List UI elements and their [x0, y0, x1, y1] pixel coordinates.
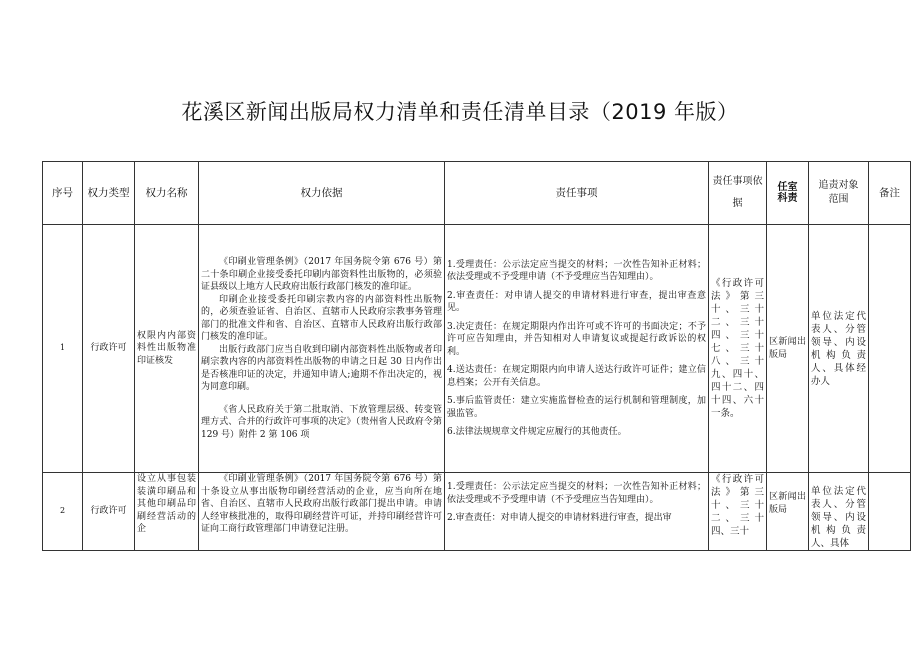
basis-paragraph: 出版行政部门应当自收到印刷内部资料性出版物或者印刷宗教内容的内部资料性出版物的申请之日起 30 日内作出是否核准印证的决定，并通知申请人;逾期不作出决定的，视为同意印刷。 [201, 344, 442, 392]
power-list-table [42, 161, 911, 551]
basis-paragraph: 《印刷业管理条例》（2017 年国务院令第 676 号）第十条设立从事出版物印刷经营活动的企业，应当向所在地省、自治区、直辖市人民政府出版行政部门提出申请。申请人经审核批准的，取得印刷经营许可证，并持印刷经营许可证向工商行政管理部门申请登记注册。 [201, 474, 442, 534]
row-scope: 单位法定代表人、分管领导、内设机构负责人、具体经办人 [809, 225, 869, 473]
header-duty: 责任事项 [445, 162, 709, 225]
row-note [869, 473, 911, 551]
row-type: 行政许可 [83, 473, 135, 551]
duty-item: 1.受理责任：公示法定应当提交的材料；一次性告知补正材料；依法受理或不予受理申请（不予受理应当告知理由）。 [447, 482, 706, 505]
basis-paragraph: 《印刷业管理条例》（2017 年国务院令第 676 号）第二十条印刷企业接受委托印刷内部资料性出版物的，必须验证县级以上地方人民政府出版行政部门核发的准印证。 [201, 257, 442, 292]
basis-paragraph: 印刷企业接受委托印刷宗教内容的内部资料性出版物的，必须查验证省、自治区、直辖市人民政府宗教事务管理部门的批准文件和省、自治区、直辖市人民政府出版行政部门核发的准印证。 [201, 294, 442, 342]
row-seq: 2 [43, 473, 83, 551]
header-duty-basis: 责任事项依据 [709, 162, 767, 225]
row-scope: 单位法定代表人、分管领导、内设机构负责人、具体 [809, 473, 869, 551]
row-duty-basis: 《行政许可法》第三十、三十二、三十四、三十 [709, 473, 767, 551]
header-scope: 追责对象范围 [809, 162, 869, 225]
row-dept: 区新闻出版局 [767, 225, 809, 473]
basis-paragraph: 《省人民政府关于第二批取消、下放管理层级、转变管理方式、合并的行政许可事项的决定》（贵州省人民政府令第 129 号）附件 2 第 106 项 [201, 404, 442, 440]
row-power-name: 权限内内部资料性出版物准印证核发 [135, 225, 199, 473]
row-type: 行政许可 [83, 225, 135, 473]
row-duties [445, 225, 709, 473]
header-note: 备注 [869, 162, 911, 225]
duty-item: 4.送达责任：在规定期限内向申请人送达行政许可证件；建立信息档案；公开有关信息。 [447, 365, 706, 388]
row-note [869, 225, 911, 473]
page-title: 花溪区新闻出版局权力清单和责任清单目录（2019 年版） [181, 100, 739, 124]
header-row [43, 162, 911, 225]
duty-item: 3.决定责任：在规定期限内作出许可或不许可的书面决定；不予许可应告知理由，并告知相对人申请复议或提起行政诉讼的权利。 [447, 321, 706, 357]
row-basis [199, 225, 445, 473]
row-duties [445, 473, 709, 551]
header-basis: 权力依据 [199, 162, 445, 225]
header-dept: 任室科责 [767, 162, 809, 225]
table-row [43, 225, 911, 473]
row-basis [199, 473, 445, 551]
row-power-name: 设立从事包装装潢印刷品和其他印刷品印刷经营活动的企 [135, 473, 199, 551]
header-name: 权力名称 [135, 162, 199, 225]
duty-item: 2.审查责任：对申请人提交的申请材料进行审查，提出审 [447, 513, 672, 523]
duty-item: 1.受理责任：公示法定应当提交的材料；一次性告知补正材料；依法受理或不予受理申请（不予受理应当告知理由）。 [447, 259, 706, 282]
table-row [43, 473, 911, 551]
row-dept: 区新闻出版局 [767, 473, 809, 551]
header-type: 权力类型 [83, 162, 135, 225]
header-seq: 序号 [43, 162, 83, 225]
duty-item: 6.法律法规规章文件规定应履行的其他责任。 [447, 427, 627, 437]
row-seq: 1 [43, 225, 83, 473]
duty-item: 5.事后监管责任：建立实施监督检查的运行机制和管理制度，加强监管。 [447, 396, 706, 419]
duty-item: 2.审查责任：对申请人提交的申请材料进行审查，提出审查意见。 [447, 290, 706, 313]
row-duty-basis: 《行政许可法》第三十、三十二、三十四、三十七、三十八、三十九、四十、四十二、四十四、六十一条。 [709, 225, 767, 473]
